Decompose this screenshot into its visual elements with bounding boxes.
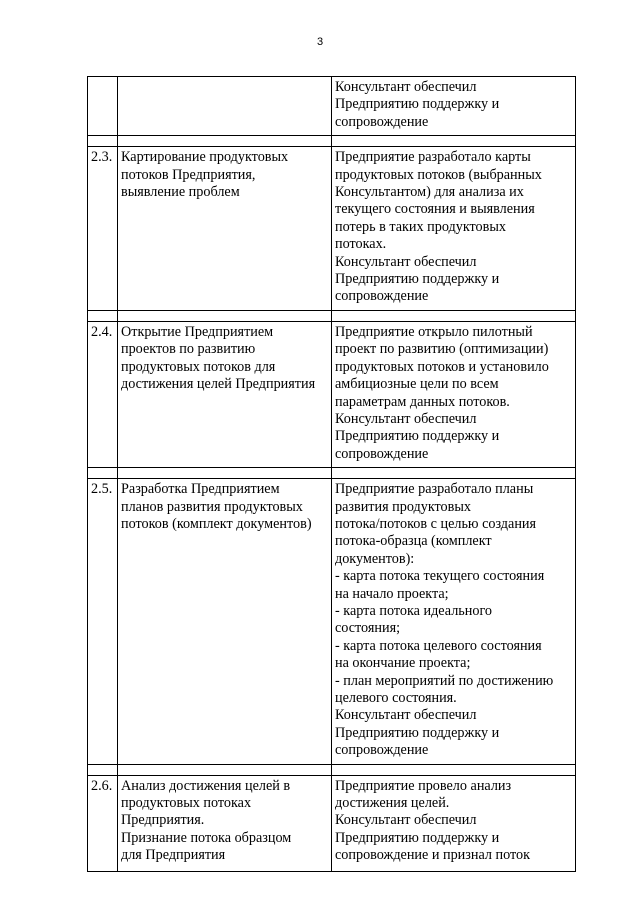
stage-text-line: продуктовых потоках [121,795,252,812]
table-row [88,77,576,136]
result-text-line: Консультант обеспечил [335,707,477,724]
stage-cell [118,77,332,136]
result-text-line: Консультантом) для анализа их [335,184,524,201]
result-text-line: на начало проекта; [335,585,449,602]
result-cell [332,77,576,136]
row-gap [88,468,576,479]
result-text-line: документов): [335,550,415,567]
stage-cell [118,147,332,311]
result-text-line: параметрам данных потоков. [335,393,510,410]
row-number-cell [88,775,118,871]
result-text-line: Предприятию поддержку и [335,829,500,846]
result-text-line: сопровождение и признал поток [335,847,531,864]
row-number: 2.5. [91,481,113,498]
row-number-cell [88,147,118,311]
result-text-line: амбициозные цели по всем [335,376,499,393]
stages-table-body [88,77,576,872]
row-number-cell [88,479,118,765]
row-gap-cell [118,764,332,775]
result-text-line: Предприятие провело анализ [335,777,512,794]
row-gap [88,764,576,775]
result-text-line: достижения целей. [335,795,450,812]
result-text-line: Консультант обеспечил [335,79,477,95]
result-text-line: Консультант обеспечил [335,812,477,829]
result-text-line: - план мероприятий по достижению [335,672,554,689]
result-text-line: Консультант обеспечил [335,253,477,270]
stage-text-line: продуктовых потоков для [121,358,276,375]
result-text-line: Предприятию поддержку и [335,428,500,445]
result-text-line: сопровождение [335,445,429,462]
stage-text-line: Открытие Предприятием [121,323,274,340]
result-text-line: потока-образца (комплект [335,533,492,550]
result-text-line: Предприятие разработало карты [335,149,531,166]
row-gap-cell [118,136,332,147]
result-cell [332,479,576,765]
result-text-line: сопровождение [335,113,429,130]
result-cell [332,775,576,871]
table-row [88,321,576,467]
stage-text-line: проектов по развитию [121,341,256,358]
row-gap [88,310,576,321]
result-text-line: продуктовых потоков (выбранных [335,166,542,183]
result-text-line: - карта потока текущего состояния [335,568,545,585]
result-text-line: состояния; [335,620,401,637]
row-gap-cell [118,468,332,479]
stage-text-line: потоков Предприятия, [121,166,256,183]
result-text-line: целевого состояния. [335,690,457,706]
result-text-line: Предприятию поддержку и [335,96,500,113]
stage-text-line: Разработка Предприятием [121,481,280,498]
result-cell [332,321,576,467]
row-number: 2.6. [91,777,113,794]
result-text-line: Предприятие открыло пилотный [335,323,533,340]
row-gap-cell [118,310,332,321]
stage-text-line: планов развития продуктовых [121,498,303,515]
row-gap-cell [88,468,118,479]
row-gap-cell [332,136,576,147]
row-number: 2.3. [91,149,113,166]
stage-text-line: Предприятия. [121,812,205,829]
row-gap [88,136,576,147]
result-text-line: на окончание проекта; [335,655,471,672]
result-cell [332,147,576,311]
stage-cell [118,479,332,765]
row-gap-cell [332,764,576,775]
result-text-line: проект по развитию (оптимизации) [335,341,549,358]
result-text-line: потоках. [335,236,387,253]
stage-text-line: Картирование продуктовых [121,149,289,166]
stages-table [87,76,576,872]
stage-text-line: достижения целей Предприятия [121,376,316,393]
stage-text-line: Анализ достижения целей в [121,777,291,794]
stage-cell [118,775,332,871]
result-text-line: Предприятию поддержку и [335,724,500,741]
row-gap-cell [88,310,118,321]
result-text-line: сопровождение [335,742,429,759]
row-number-cell [88,77,118,136]
stage-text-line: Признание потока образцом [121,829,292,846]
result-text-line: потока/потоков с целью создания [335,515,537,532]
result-text-line: Предприятие разработало планы [335,481,534,498]
result-text-line: - карта потока идеального [335,602,492,619]
result-text-line: текущего состояния и выявления [335,201,535,218]
row-gap-cell [332,468,576,479]
table-row [88,479,576,765]
row-number-cell [88,321,118,467]
result-text-line: Предприятию поддержку и [335,271,500,288]
stage-text-line: выявление проблем [121,184,240,201]
result-text-line: развития продуктовых [335,498,471,515]
page-number: 3 [316,36,324,48]
result-text-line: - карта потока целевого состояния [335,637,542,654]
table-row [88,147,576,311]
stage-text-line: потоков (комплект документов) [121,515,312,532]
table-row [88,775,576,871]
result-text-line: Консультант обеспечил [335,410,477,427]
stage-cell [118,321,332,467]
row-gap-cell [88,764,118,775]
row-gap-cell [88,136,118,147]
row-gap-cell [332,310,576,321]
result-text-line: потерь в таких продуктовых [335,218,506,235]
stage-text-line: для Предприятия [121,847,226,864]
result-text-line: сопровождение [335,288,429,305]
result-text-line: продуктовых потоков и установило [335,358,549,375]
row-number: 2.4. [91,323,113,340]
